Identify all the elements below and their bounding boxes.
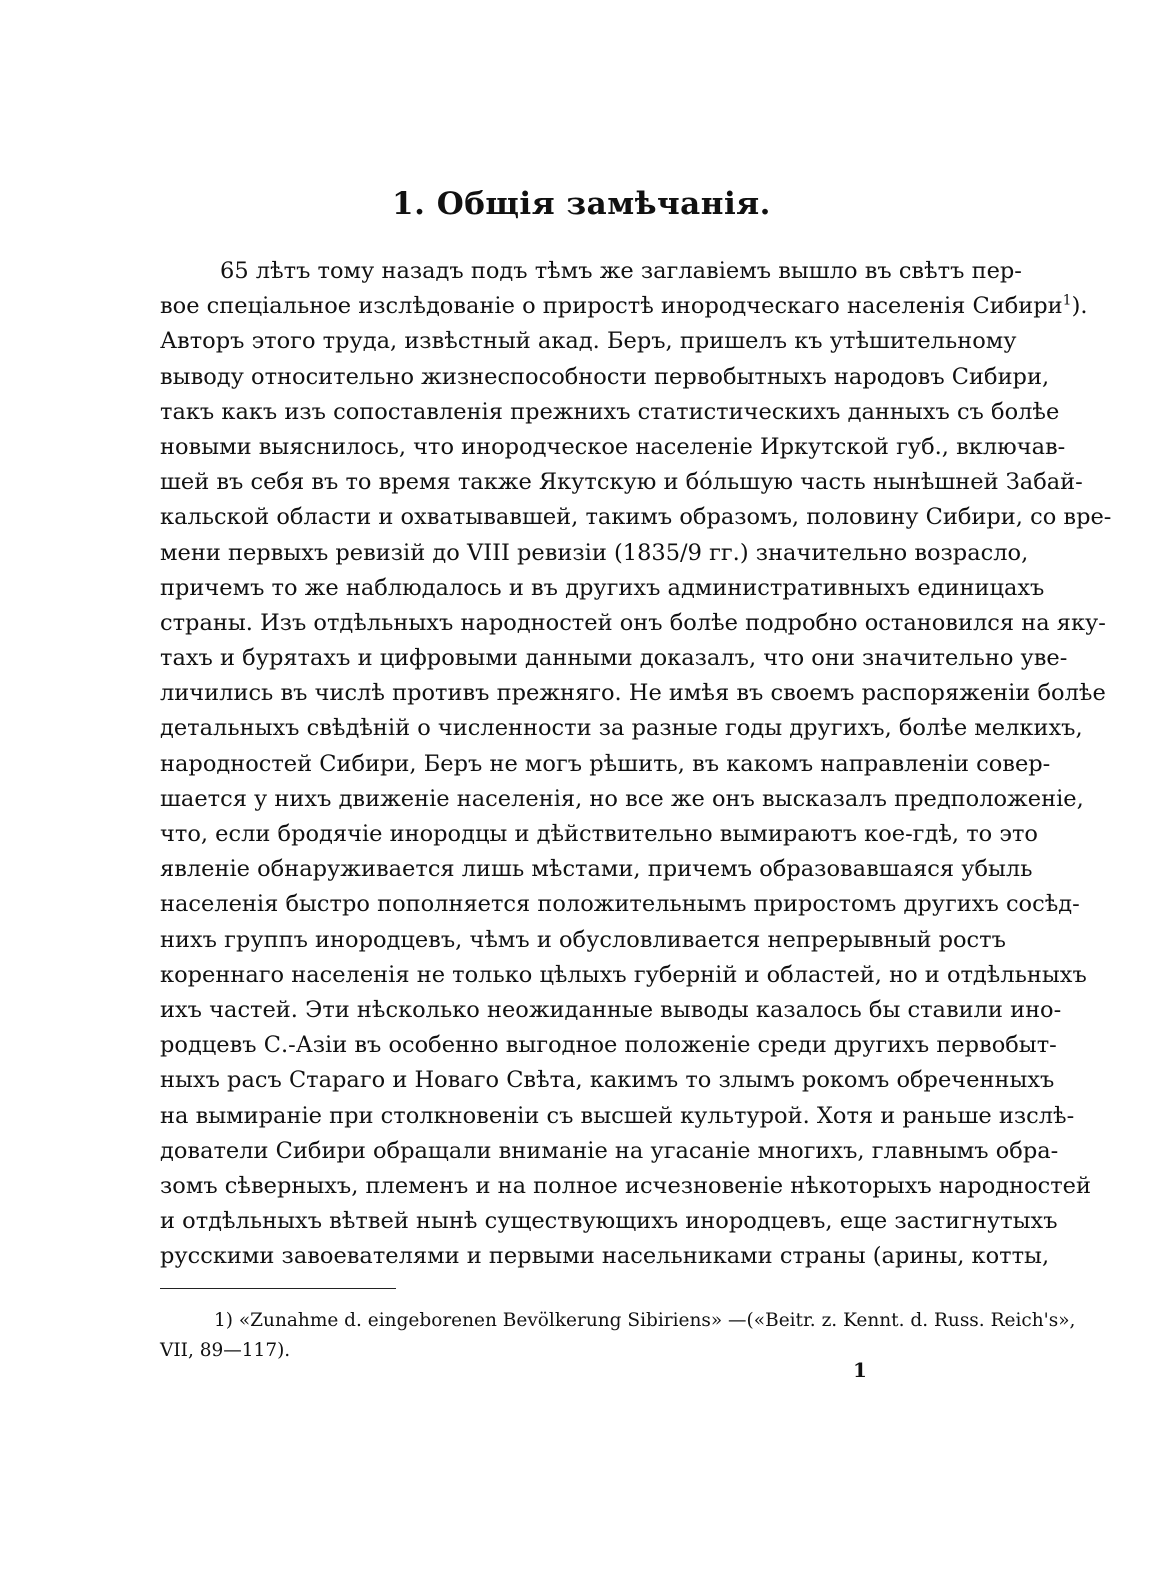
text-line: новыми выяснилось, что инородческое населеніе Иркутской губ., включав- bbox=[160, 433, 1066, 460]
text-line: кореннаго населенія не только цѣлыхъ губерній и областей, но и отдѣльныхъ bbox=[160, 961, 1087, 988]
text-line: тахъ и бурятахъ и цифровыми данными доказалъ, что они значительно уве- bbox=[160, 645, 1068, 672]
text-line bbox=[160, 289, 1088, 324]
text-line: на вымираніе при столкновеніи съ высшей культурой. Хотя и раньше изслѣ- bbox=[160, 1102, 1075, 1129]
text-line: русскими завоевателями и первыми насельниками страны (арины, котты, bbox=[160, 1243, 1050, 1270]
text-line: ныхъ расъ Стараго и Новаго Свѣта, какимъ то злымъ рокомъ обреченныхъ bbox=[160, 1067, 1055, 1094]
text-line: и отдѣльныхъ вѣтвей нынѣ существующихъ инородцевъ, еще застигнутыхъ bbox=[160, 1208, 1058, 1235]
text-line: населенія быстро пополняется положительнымъ приростомъ другихъ сосѣд- bbox=[160, 891, 1080, 918]
text-line: страны. Изъ отдѣльныхъ народностей онъ болѣе подробно остановился на яку- bbox=[160, 609, 1106, 636]
text-line: ихъ частей. Эти нѣсколько неожиданные выводы казалось бы ставили ино- bbox=[160, 996, 1062, 1023]
text-line: выводу относительно жизнеспособности первобытныхъ народовъ Сибири, bbox=[160, 363, 1050, 390]
text-line: дователи Сибири обращали вниманіе на угасаніе многихъ, главнымъ обра- bbox=[160, 1137, 1059, 1164]
text-line: причемъ то же наблюдалось и въ другихъ административныхъ единицахъ bbox=[160, 574, 1045, 601]
text-line: явленіе обнаруживается лишь мѣстами, причемъ образовавшаяся убыль bbox=[160, 856, 1033, 883]
text-line: Авторъ этого труда, извѣстный акад. Беръ, пришелъ къ утѣшительному bbox=[160, 328, 1017, 355]
text-line: нихъ группъ инородцевъ, чѣмъ и обусловливается непрерывный ростъ bbox=[160, 926, 1006, 953]
text-line: родцевъ С.-Азіи въ особенно выгодное положеніе среди другихъ первобыт- bbox=[160, 1032, 1057, 1059]
footnote-line: 1) «Zunahme d. eingeborenen Bevölkerung Sibiriens» —(«Beitr. z. Kennt. d. Russ. Reich's», bbox=[214, 1310, 1076, 1331]
footnote bbox=[160, 1306, 1076, 1366]
page-number: 1 bbox=[853, 1358, 867, 1382]
text-line: такъ какъ изъ сопоставленія прежнихъ статистическихъ данныхъ съ болѣе bbox=[160, 398, 1060, 425]
text-line: мени первыхъ ревизій до VIII ревизіи (1835/9 гг.) значительно возрасло, bbox=[160, 539, 1029, 566]
text-line: детальныхъ свѣдѣній о численности за разные годы другихъ, болѣе мелкихъ, bbox=[160, 715, 1083, 742]
text-line: шается у нихъ движеніе населенія, но все же онъ высказалъ предположеніе, bbox=[160, 785, 1084, 812]
text-line: народностей Сибири, Беръ не могъ рѣшить, въ какомъ направленіи совер- bbox=[160, 750, 1051, 777]
text-line: шей въ себя въ то время также Якутскую и бо́льшую часть нынѣшней Забай- bbox=[160, 469, 1083, 496]
text-line: 65 лѣтъ тому назадъ подъ тѣмъ же заглавіемъ вышло въ свѣтъ пер- bbox=[220, 258, 1022, 284]
text-line: зомъ сѣверныхъ, племенъ и на полное исчезновеніе нѣкоторыхъ народностей bbox=[160, 1172, 1091, 1199]
footnote-line: VII, 89—117). bbox=[160, 1340, 291, 1361]
text-line: кальской области и охватывавшей, такимъ образомъ, половину Сибири, со вре- bbox=[160, 504, 1112, 531]
footnote-reference[interactable]: 1 bbox=[1062, 292, 1072, 309]
text-line: что, если бродячіе инородцы и дѣйствительно вымираютъ кое-гдѣ, то это bbox=[160, 821, 1038, 847]
footnote-divider bbox=[160, 1288, 396, 1289]
text-line-content: ). bbox=[1071, 293, 1088, 320]
section-heading: 1. Общія замѣчанія. bbox=[392, 186, 771, 222]
text-line-content: вое спеціальное изслѣдованіе о приростѣ инородческаго населенія Сибири bbox=[160, 293, 1063, 320]
paragraph bbox=[160, 254, 1112, 1274]
text-line: личились въ числѣ противъ прежняго. Не имѣя въ своемъ распоряженіи болѣе bbox=[160, 680, 1106, 707]
